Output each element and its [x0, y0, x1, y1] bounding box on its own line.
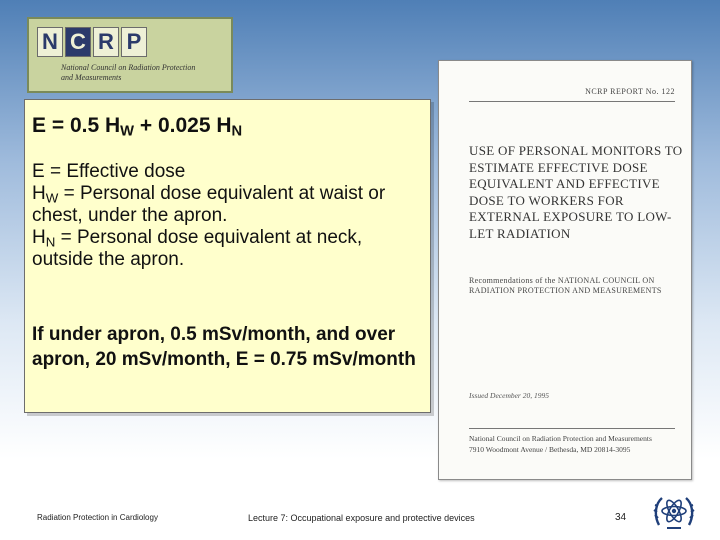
report-recommendations: Recommendations of the NATIONAL COUNCIL ON RADIATION PROTECTION AND MEASUREMENTS [469, 276, 662, 295]
definition-hn-sub: N [45, 234, 56, 250]
logo-letter-r: R [93, 27, 119, 57]
definition-hw-symbol: H [32, 183, 46, 204]
report-issued-date: Issued December 20, 1995 [469, 391, 549, 400]
ncrp-logo-subtitle [61, 63, 229, 83]
footer-lecture-title: Lecture 7: Occupational exposure and protective devices [248, 513, 475, 523]
report-publisher-name: National Council on Radiation Protection and Measurements [469, 434, 652, 443]
equation-mid: + 0.025 H [134, 114, 232, 137]
report-number: NCRP REPORT No. 122 [585, 87, 675, 96]
definition-hw: = Personal dose equivalent at waist or chest, under the apron. [32, 183, 386, 226]
iaea-emblem-icon [652, 492, 696, 532]
footer-course-title: Radiation Protection in Cardiology [37, 513, 158, 522]
definition-hn-symbol: H [32, 227, 46, 248]
logo-letter-p: P [121, 27, 147, 57]
page-number: 34 [615, 512, 627, 523]
ncrp-report-cover [438, 60, 692, 480]
equation-sub-w: W [120, 123, 135, 140]
definitions [32, 161, 424, 271]
definition-e: E = Effective dose [32, 161, 186, 182]
logo-letter-c: C [65, 27, 91, 57]
report-divider-bottom [469, 428, 675, 429]
logo-letter-n: N [37, 27, 63, 57]
dose-equation [32, 114, 242, 138]
report-divider-top [469, 101, 675, 102]
logo-subtitle-line1: National Council on Radiation Protection [61, 63, 196, 72]
definition-hw-sub: W [45, 190, 59, 206]
logo-subtitle-line2: and Measurements [61, 73, 122, 82]
ncrp-logo-letters [37, 27, 147, 57]
example-note: If under apron, 0.5 mSv/month, and over apron, 20 mSv/month, E = 0.75 mSv/month [32, 324, 416, 370]
equation-sub-n: N [231, 123, 243, 140]
report-publisher-address: 7910 Woodmont Avenue / Bethesda, MD 20814-3095 [469, 445, 631, 454]
report-title: USE OF PERSONAL MONITORS TO ESTIMATE EFFECTIVE DOSE EQUIVALENT AND EFFECTIVE DOSE TO WORKERS FOR EXTERNAL EXPOSURE TO LOW-LET RADIATION [469, 143, 683, 241]
equation-lhs: E = 0.5 H [32, 114, 121, 137]
report-publisher [469, 433, 684, 455]
definition-hn: = Personal dose equivalent at neck, outside the apron. [32, 227, 363, 270]
ncrp-logo [27, 17, 233, 93]
content-textbox [24, 99, 431, 413]
